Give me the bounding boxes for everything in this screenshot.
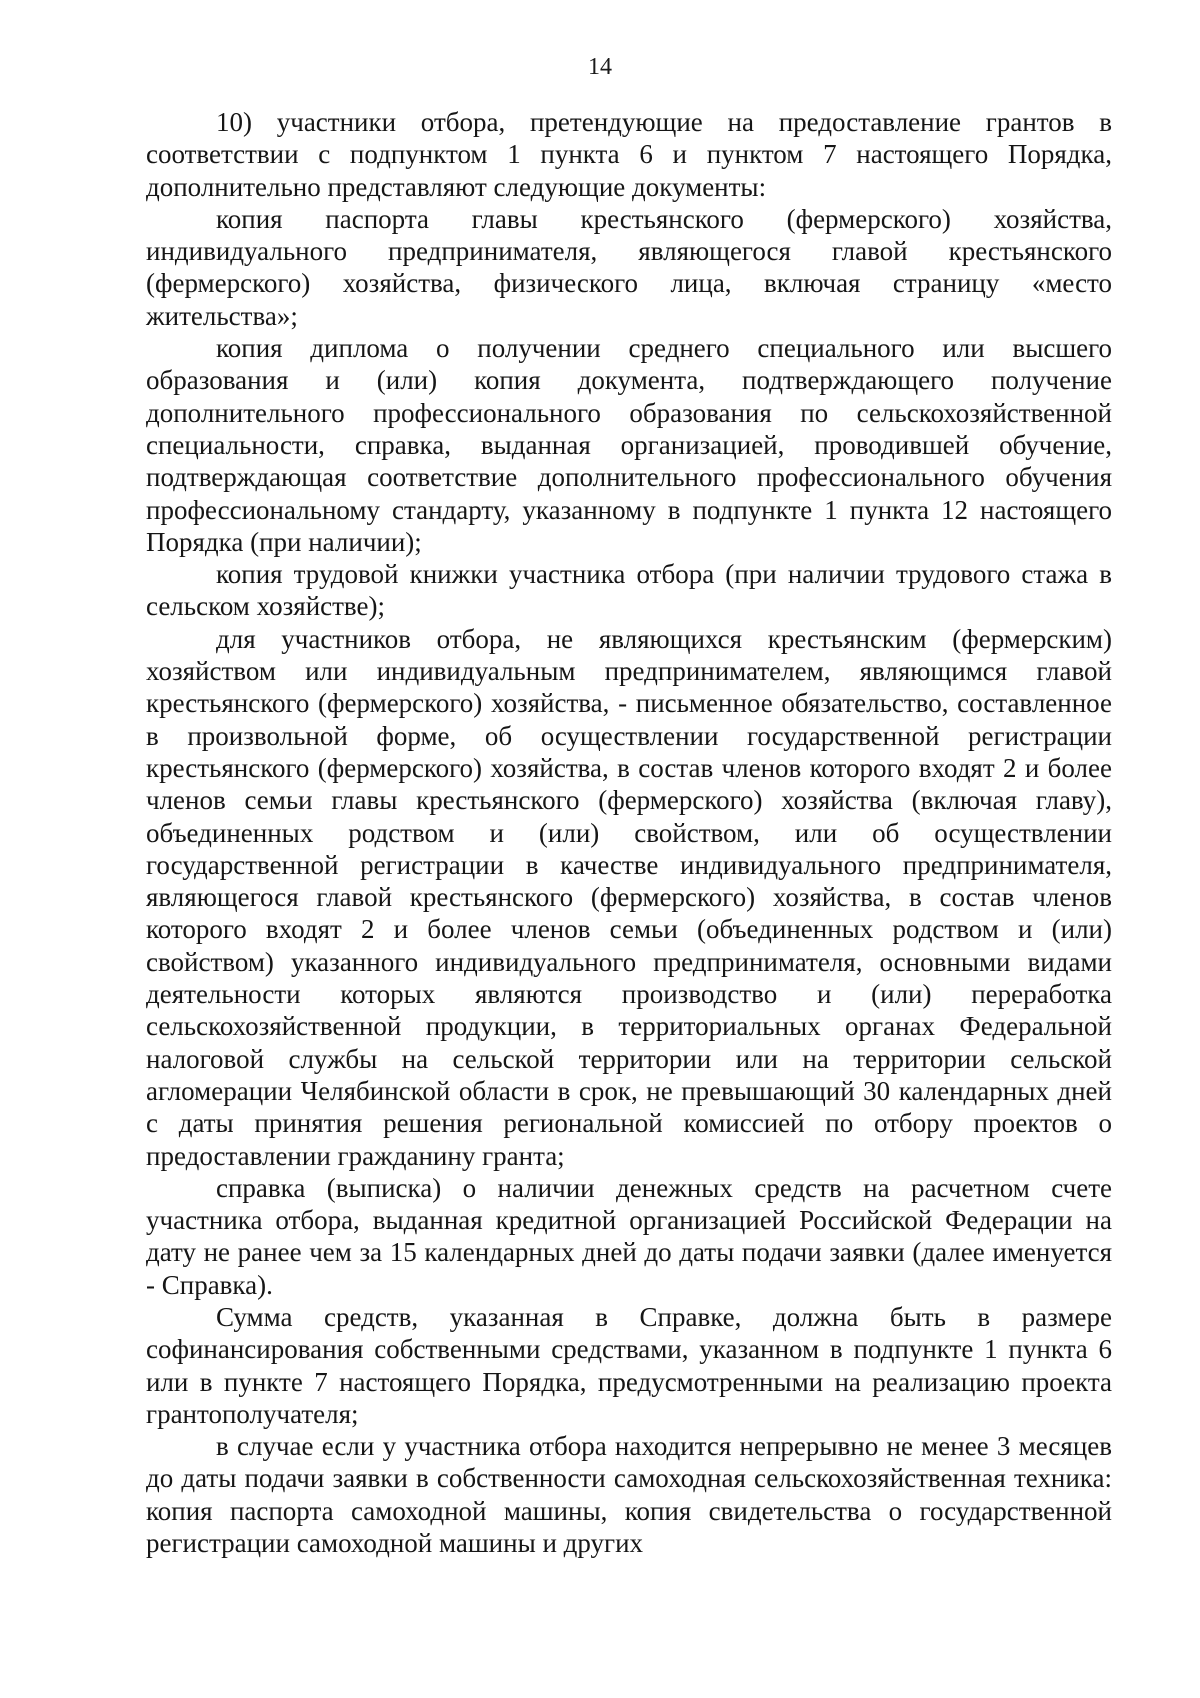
paragraph-bank-statement: справка (выписка) о наличии денежных средств на расчетном счете участника отбора, выданная кредитной организацией Российской Федерации на дату не ранее чем за 15 календарных дней до даты подачи заявки (далее именуется - Справка). <box>146 1172 1112 1300</box>
paragraph-participants-documents: 10) участники отбора, претендующие на предоставление грантов в соответствии с подпунктом 1 пункта 6 и пунктом 7 настоящего Порядка, дополнительно представляют следующие документы: <box>146 107 1112 202</box>
paragraph-diploma-copy: копия диплома о получении среднего специального или высшего образования и (или) копия документа, подтверждающего получение дополнительного профессионального образования по сельскохозяйственной специальности, справка, выданная организацией, проводившей обучение, подтверждающая соответствие дополнительного профессионального обучения профессиональному стандарту, указанному в подпункте 1 пункта 12 настоящего Порядка (при наличии); <box>146 333 1112 557</box>
paragraph-written-obligation: для участников отбора, не являющихся крестьянским (фермерским) хозяйством или индивидуальным предпринимателем, являющимся главой крестьянского (фермерского) хозяйства, - письменное обязательство, составленное в произвольной форме, об осуществлении государственной регистрации крестьянского (фермерского) хозяйства, в состав членов которого входят 2 и более членов семьи главы крестьянского (фермерского) хозяйства (включая главу), объединенных родством и (или) свойством, или об осуществлении государственной регистрации в качестве индивидуального предпринимателя, являющегося главой крестьянского (фермерского) хозяйства, в состав членов которого входят 2 и более членов семьи (объединенных родством и (или) свойством) указанного индивидуального предпринимателя, основными видами деятельности которых являются производство и (или) переработка сельскохозяйственной продукции, в территориальных органах Федеральной налоговой службы на сельской территории или на территории сельской агломерации Челябинской области в срок, не превышающий 30 календарных дней с даты принятия решения региональной комиссией по отбору проектов о предоставлении гражданину гранта; <box>146 623 1112 1171</box>
paragraph-cofinancing-amount: Сумма средств, указанная в Справке, должна быть в размере софинансирования собственными средствами, указанном в подпункте 1 пункта 6 или в пункте 7 настоящего Порядка, предусмотренными на реализацию проекта грантополучателя; <box>146 1301 1112 1429</box>
document-body <box>146 106 1112 1559</box>
page-number: 14 <box>588 54 612 80</box>
paragraph-passport-copy: копия паспорта главы крестьянского (фермерского) хозяйства, индивидуального предпринимателя, являющегося главой крестьянского (фермерского) хозяйства, физического лица, включая страницу «место жительства»; <box>146 203 1112 331</box>
paragraph-employment-record: копия трудовой книжки участника отбора (при наличии трудового стажа в сельском хозяйстве); <box>146 559 1112 622</box>
paragraph-machinery-documents: в случае если у участника отбора находится непрерывно не менее 3 месяцев до даты подачи заявки в собственности самоходная сельскохозяйственная техника: копия паспорта самоходной машины, копия свидетельства о государственной регистрации самоходной машины и других <box>146 1431 1112 1559</box>
